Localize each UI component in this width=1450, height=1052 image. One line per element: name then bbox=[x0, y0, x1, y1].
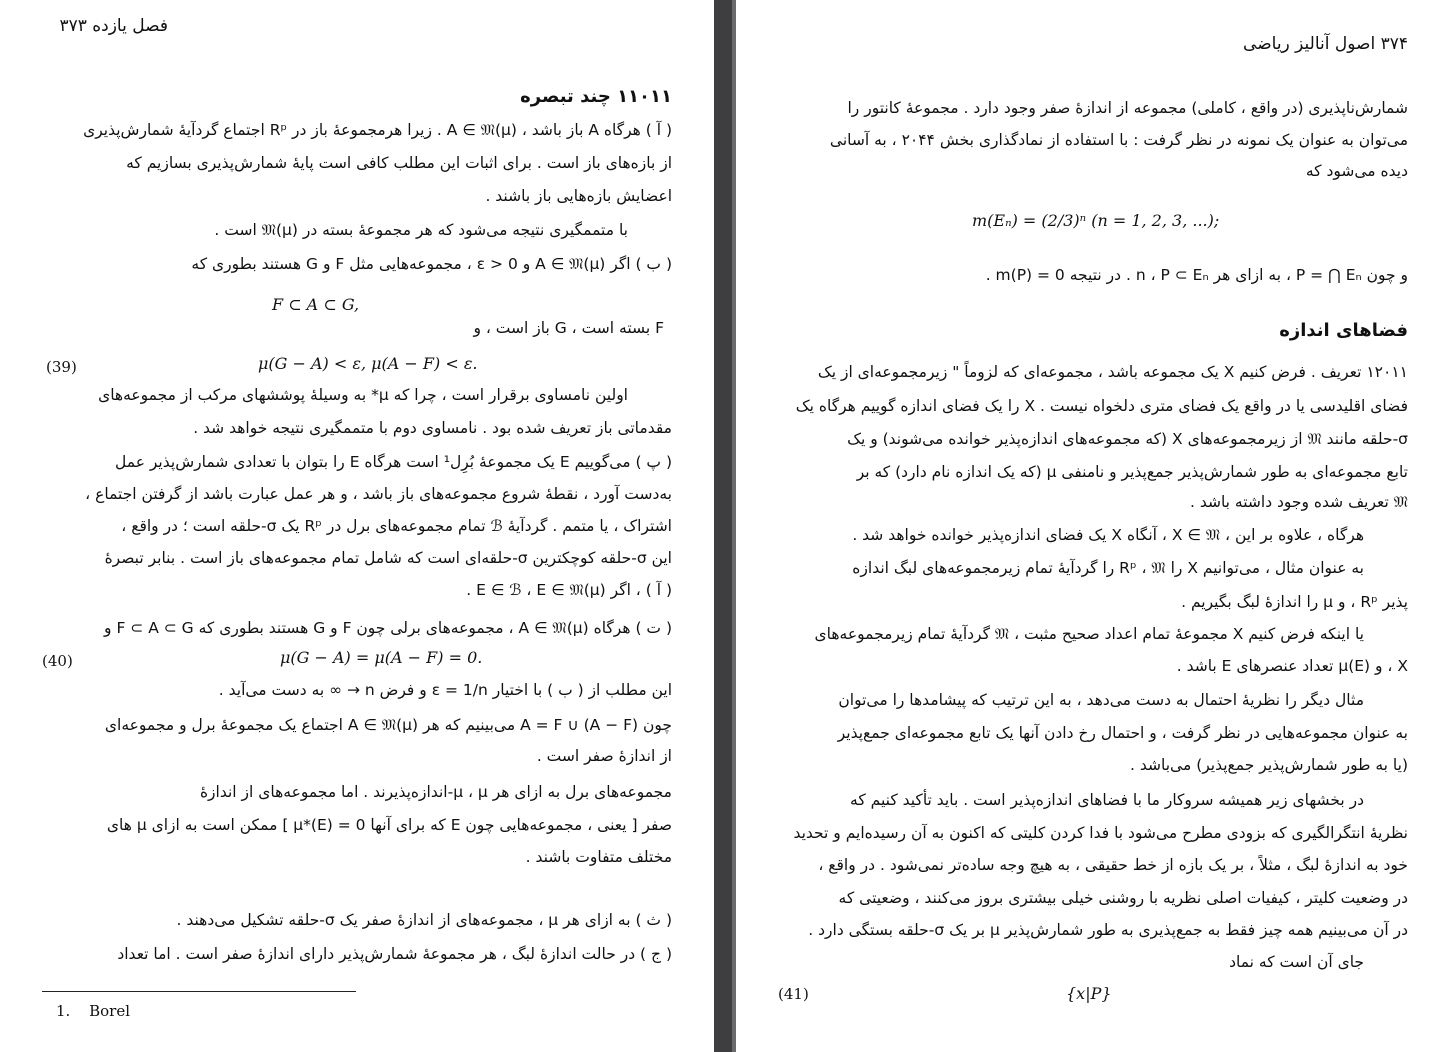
text-line: ( ب ) اگر A ∈ 𝔐(μ) و ε > 0 ، مجموعه‌هایی مثل F و G هستند بطوری که bbox=[191, 255, 672, 273]
text-line: این مطلب از ( ب ) با اختیار ε = 1/n و فرض n → ∞ به دست می‌آید . bbox=[218, 681, 672, 699]
text-line: در بخشهای زیر همیشه سروکار ما با فضاهای اندازه‌پذیر است . باید تأکید کنیم که bbox=[850, 791, 1364, 809]
text-line: اشتراک ، یا متمم . گردآیهٔ ℬ تمام مجموعه‌های برل در Rᵖ یک σ-حلقه است ؛ در واقع ، bbox=[121, 517, 672, 535]
text-line: و چون P = ⋂ Eₙ ، به ازای هر n ، P ⊂ Eₙ . در نتیجه m(P) = 0 . bbox=[985, 266, 1408, 284]
text-line: در آن می‌بینیم همه چیز فقط به جمع‌پذیری به طور شمارش‌پذیر μ بر یک σ-حلقه بستگی دارد . bbox=[808, 921, 1408, 939]
equation-number-41: (41) bbox=[778, 985, 809, 1003]
text-line: ( پ ) می‌گوییم E یک مجموعهٔ بُرِل¹ است هرگاه E را بتوان با تعدادی شمارش‌پذیر عمل bbox=[115, 453, 672, 471]
text-line: فضای اقلیدسی یا در واقع یک فضای متری دلخواه نیست . X را یک فضای اندازه گوییم هرگاه یک bbox=[795, 397, 1408, 415]
footnote-text: Borel bbox=[89, 1002, 130, 1020]
equation-41: {x|P} bbox=[1066, 984, 1112, 1003]
equation-40: μ(G − A) = μ(A − F) = 0. bbox=[280, 648, 483, 667]
book-gutter bbox=[714, 0, 736, 1052]
text-line: به عنوان مجموعه‌هایی در نظر گرفت ، و احتمال رخ دادن آنها یک تابع مجموعه‌ای جمع‌پذیر bbox=[837, 724, 1408, 742]
equation-f-a-g: F ⊂ A ⊂ G, bbox=[272, 295, 360, 314]
text-line: نظریهٔ انتگرالگیری که بزودی مطرح می‌شود با فدا کردن کلیتی که اکنون به آن رسیده‌ایم و تحدید bbox=[793, 824, 1408, 842]
text-line: σ-حلقه مانند 𝔐 از زیرمجموعه‌های X (که مجموعه‌های اندازه‌پذیر خوانده می‌شوند) و یک bbox=[847, 430, 1408, 448]
text-line: مثال دیگر را نظریهٔ احتمال به دست می‌دهد ، به این ترتیب که پیشامدها را می‌توان bbox=[838, 691, 1364, 709]
text-line: ( آ ) هرگاه A باز باشد ، A ∈ 𝔐(μ) . زیرا هرمجموعهٔ باز در Rᵖ اجتماع گردآیهٔ شمارش‌پذیری bbox=[83, 121, 672, 139]
equation-cantor-measure: m(Eₙ) = (2/3)ⁿ (n = 1, 2, 3, ...); bbox=[972, 211, 1220, 230]
text-line: چون A = F ∪ (A − F) می‌بینیم که هر A ∈ 𝔐(μ) اجتماع یک مجموعهٔ برل و مجموعه‌ای bbox=[104, 716, 672, 734]
text-line: ( ث ) به ازای هر μ ، مجموعه‌های از اندازهٔ صفر یک σ-حلقه تشکیل می‌دهند . bbox=[176, 911, 672, 929]
text-line: اولین نامساوی برقرار است ، چرا که μ* به وسیلهٔ پوششهای مرکب از مجموعه‌های bbox=[98, 386, 628, 404]
text-line: مجموعه‌های برل به ازای هر μ ، μ-اندازه‌پذیرند . اما مجموعه‌های از اندازهٔ bbox=[199, 783, 672, 801]
text-line: یا اینکه فرض کنیم X مجموعهٔ تمام اعداد صحیح مثبت ، 𝔐 گردآیهٔ تمام زیرمجموعه‌های bbox=[814, 625, 1364, 643]
left-page bbox=[0, 0, 714, 1052]
section-heading-measure-spaces: فضاهای اندازه bbox=[1279, 320, 1408, 341]
text-line: جای آن است که نماد bbox=[1229, 953, 1364, 971]
running-head-left: فصل یازده ۳۷۳ bbox=[59, 16, 168, 36]
text-line: ( ت ) هرگاه A ∈ 𝔐(μ) ، مجموعه‌های برلی چون F و G هستند بطوری که F ⊂ A ⊂ G و bbox=[104, 619, 672, 637]
text-line: اعضایش بازه‌هایی باز باشند . bbox=[485, 187, 672, 205]
text-line: (یا به طور شمارش‌پذیر جمع‌پذیر) می‌باشد . bbox=[1130, 756, 1408, 774]
text-line: هرگاه ، علاوه بر این ، X ∈ 𝔐 ، آنگاه X یک فضای اندازه‌پذیر خوانده خواهد شد . bbox=[852, 526, 1364, 544]
text-line: ( ج ) در حالت اندازهٔ لبگ ، هر مجموعهٔ شمارش‌پذیر دارای اندازهٔ صفر است . اما تعداد bbox=[117, 945, 672, 963]
right-page bbox=[736, 0, 1450, 1052]
text-line: تابع مجموعه‌ای به طور شمارش‌پذیر جمع‌پذیر و نامنفی μ (که یک اندازه نام دارد) که بر bbox=[856, 463, 1408, 481]
text-line: 𝔐 تعریف شده وجود داشته باشد . bbox=[1189, 493, 1408, 511]
text-line: پذیر Rᵖ ، و μ را اندازهٔ لبگ بگیریم . bbox=[1181, 593, 1408, 611]
text-line: ۱۲۰۱۱ تعریف . فرض کنیم X یک مجموعه باشد ، مجموعه‌ای که لزوماً " زیرمجموعه‌ای از یک bbox=[817, 363, 1408, 381]
text-line: از بازه‌های باز است . برای اثبات این مطلب کافی است پایهٔ شمارش‌پذیری بسازیم که bbox=[126, 154, 672, 172]
text-line: در وضعیت کلیتر ، کیفیات اصلی نظریه با روشنی خیلی بیشتری بروز می‌کنند ، وضعیتی که bbox=[838, 889, 1408, 907]
text-line: می‌توان به عنوان یک نمونه در نظر گرفت : با استفاده از نمادگذاری بخش ۲۰۴۴ ، به آسانی bbox=[829, 131, 1408, 149]
text-line: X ، و μ(E) تعداد عنصرهای E باشد . bbox=[1176, 657, 1408, 675]
equation-39: μ(G − A) < ε, μ(A − F) < ε. bbox=[258, 354, 478, 373]
text-line: به‌دست آورد ، نقطهٔ شروع مجموعه‌های باز باشد ، و هر عمل عبارت باشد از گرفتن اجتماع ، bbox=[85, 485, 672, 503]
footnote-rule bbox=[42, 991, 356, 992]
footnote bbox=[56, 1002, 130, 1020]
text-line: دیده می‌شود که bbox=[1305, 162, 1408, 180]
text-line: مقدماتی باز تعریف شده بود . نامساوی دوم با متممگیری نتیجه خواهد شد . bbox=[193, 419, 672, 437]
text-line: این σ-حلقه کوچکترین σ-حلقه‌ای است که شامل تمام مجموعه‌های باز است . بنابر تبصرهٔ bbox=[104, 549, 672, 567]
equation-number-39: (39) bbox=[46, 358, 77, 376]
footnote-number: 1. bbox=[56, 1002, 71, 1020]
text-line: ( آ ) ، اگر E ∈ ℬ ، E ∈ 𝔐(μ) . bbox=[466, 581, 672, 599]
text-line: خود به اندازهٔ لبگ ، مثلاً ، بر یک بازه از خط حقیقی ، به هیچ وجه ساده‌تر نمی‌شود . در واقع ، bbox=[818, 856, 1408, 874]
text-line: از اندازهٔ صفر است . bbox=[536, 747, 672, 765]
text-line: صفر [ یعنی ، مجموعه‌هایی چون E که برای آنها μ*(E) = 0 ] ممکن است به ازای μ های bbox=[106, 816, 672, 834]
text-line: به عنوان مثال ، می‌توانیم X را Rᵖ ، 𝔐 را گردآیهٔ تمام زیرمجموعه‌های لبگ اندازه bbox=[852, 559, 1364, 577]
text-line: با متممگیری نتیجه می‌شود که هر مجموعهٔ بسته در 𝔐(μ) است . bbox=[214, 221, 628, 239]
equation-number-40: (40) bbox=[42, 652, 73, 670]
running-head-right: ۳۷۴ اصول آنالیز ریاضی bbox=[1243, 34, 1408, 54]
text-line: شمارش‌ناپذیری (در واقع ، کاملی) مجموعه از اندازهٔ صفر وجود دارد . مجموعهٔ کانتور را bbox=[847, 99, 1408, 117]
text-line: مختلف متفاوت باشند . bbox=[525, 848, 672, 866]
text-line: F بسته است ، G باز است ، و bbox=[473, 319, 664, 337]
section-heading-remarks: ۱۱۰۱۱ چند تبصره bbox=[520, 86, 672, 107]
